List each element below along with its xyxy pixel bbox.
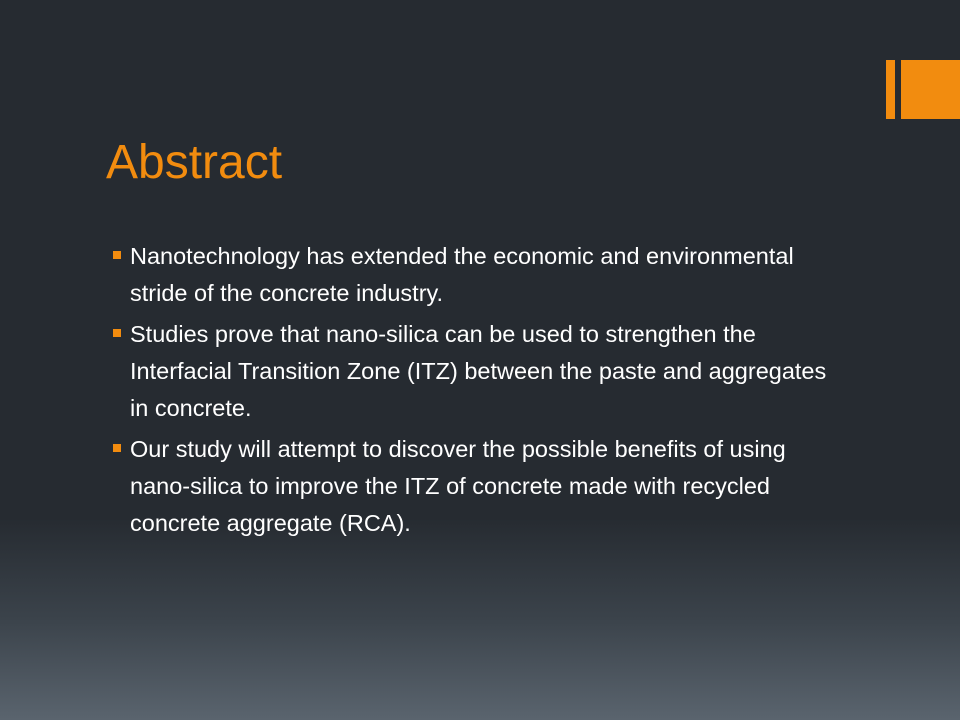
bullet-list bbox=[110, 238, 850, 546]
bullet-text: Our study will attempt to discover the possible benefits of using nano-silica to improve the ITZ of concrete made with recycled concrete aggregate (RCA). bbox=[130, 436, 786, 536]
bullet-item bbox=[110, 238, 850, 312]
bullet-text: Nanotechnology has extended the economic and environmental stride of the concrete industry. bbox=[130, 243, 794, 306]
square-bullet-icon bbox=[113, 444, 121, 452]
square-bullet-icon bbox=[113, 251, 121, 259]
bullet-item bbox=[110, 316, 850, 427]
accent-bar bbox=[886, 60, 895, 119]
accent-block bbox=[901, 60, 960, 119]
bullet-item bbox=[110, 431, 850, 542]
bullet-text: Studies prove that nano-silica can be used to strengthen the Interfacial Transition Zone (ITZ) between the paste and aggregates in concrete. bbox=[130, 321, 827, 421]
square-bullet-icon bbox=[113, 329, 121, 337]
slide-title: Abstract bbox=[106, 136, 283, 189]
